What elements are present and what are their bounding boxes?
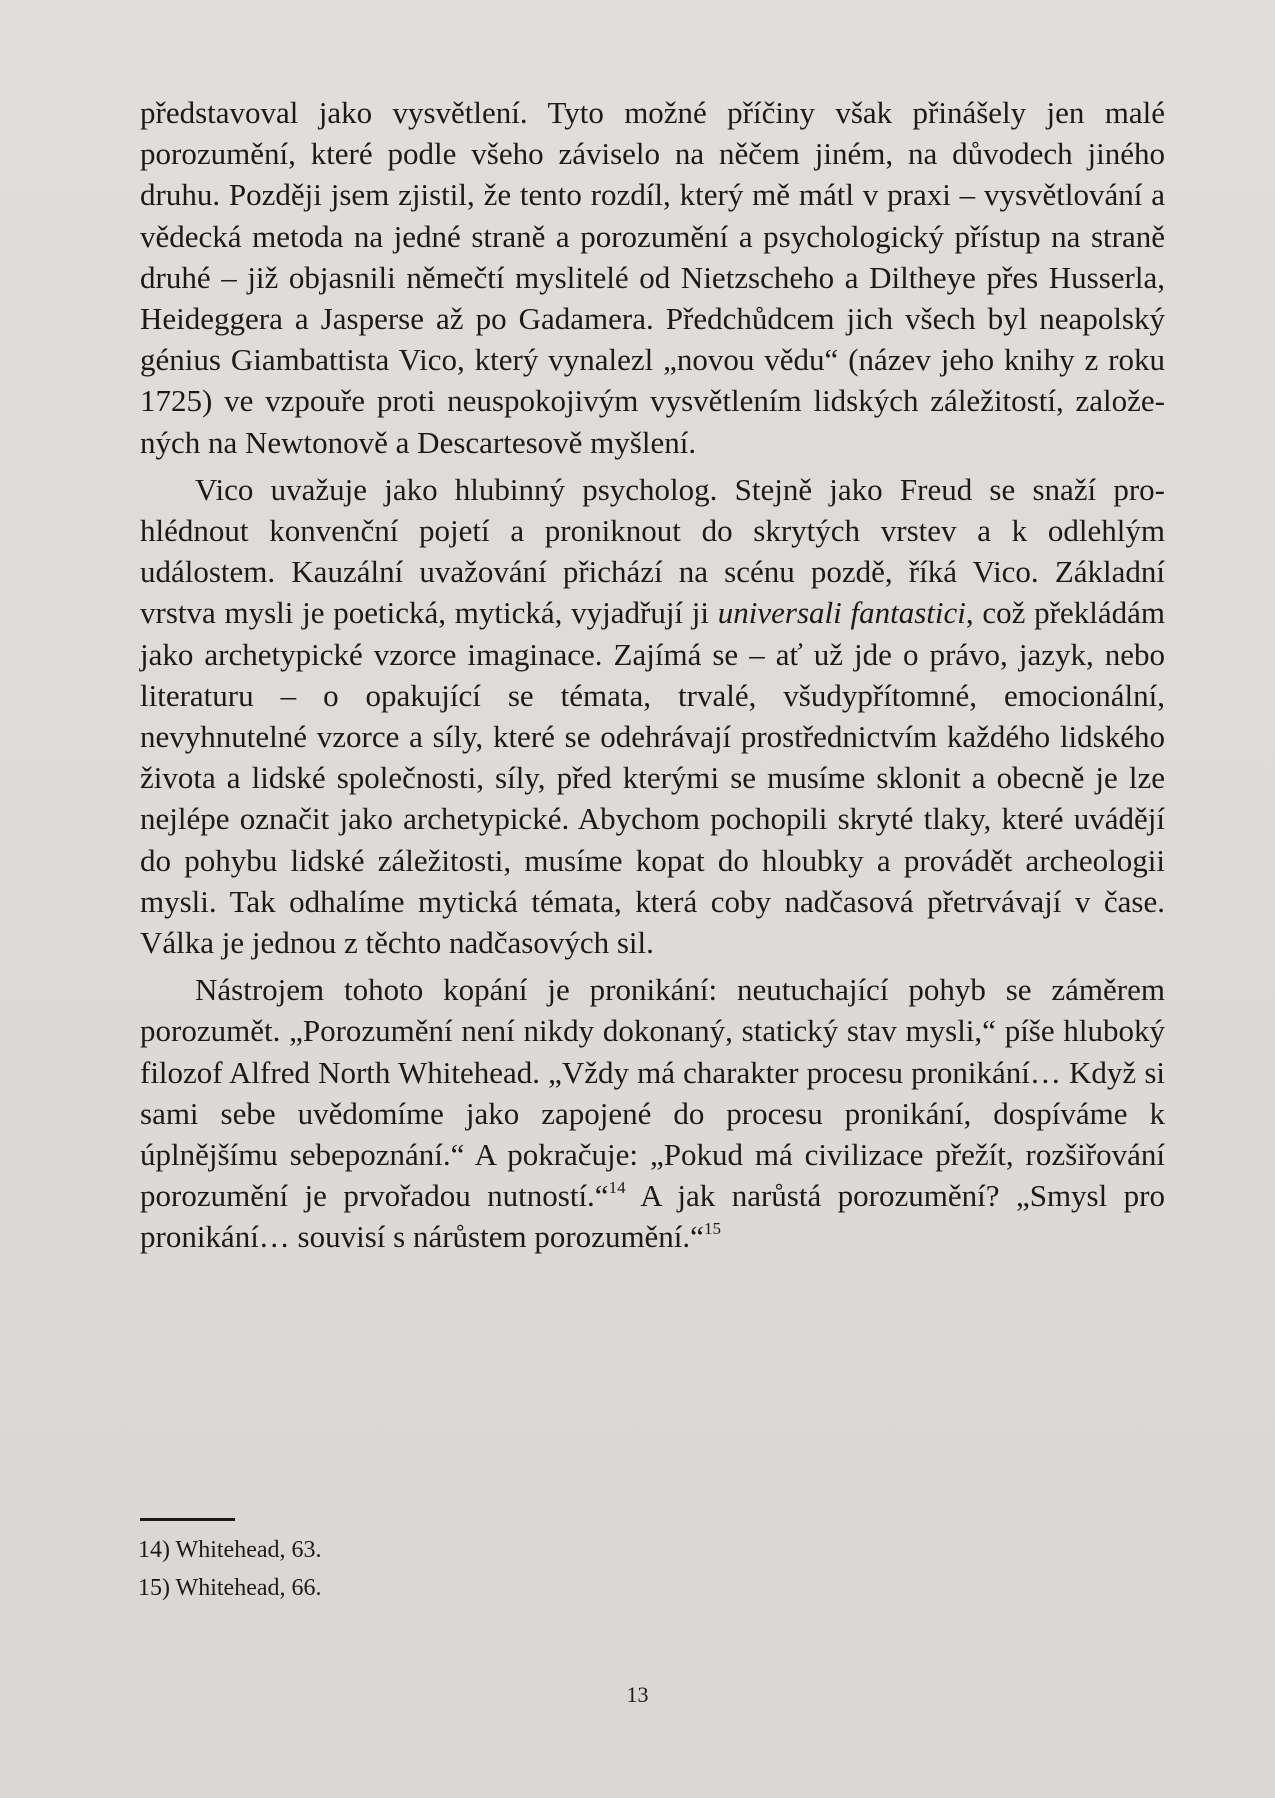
paragraph [140, 969, 1165, 1257]
text-run: představoval jako vysvětlení. Tyto možné příčiny však přinášely jen malé porozumění, které podle všeho záviselo na něčem jiném, na důvodech jiného druhu. Později jsem zjistil, že tento rozdíl, který mě mátl v praxi – vysvětlování a vědecká metoda na jedné straně a porozumění a psychologický přístup na straně druhé – již objasnili němečtí myslitelé od Nietzscheho a Diltheye přes Husserla, Heideggera a Jasperse až po Gadamera. Předchůdcem jich všech byl neapolský génius Giambattista Vico, který vynalezl „novou vědu“ (název jeho knihy z roku 1725) ve vzpouře proti neuspokojivým vysvětlením lidských záležitostí, založených na Newtonově a Descartesově myšlení. [140, 95, 1165, 460]
footnote-14: 14) Whitehead, 63. [138, 1537, 322, 1563]
footnote-separator [140, 1518, 235, 1521]
text-run: Vico uvažuje jako hlubinný psycholog. Stejně jako Freud se snaží prohlédnout konvenční pojetí a proniknout do skrytých vrstev a k odlehlým událostem. Kauzální uvažování přichází na scénu pozdě, říká Vico. Základní vrstva mysli je poetická, mytická, vyjadřují ji [140, 471, 1165, 631]
page-number: 13 [626, 1682, 649, 1707]
paragraph [140, 92, 1165, 463]
text-run: A jak narůstá porozumění? „Smysl pro pronikání… souvisí s nárůstem porozumění.“ [140, 1178, 1165, 1255]
footnotes [138, 1518, 738, 1607]
paragraph [140, 469, 1165, 963]
text-run: , což překládám jako archetypické vzorce imaginace. Zajímá se – ať už jde o právo, jazyk, nebo literaturu – o opakující se témata, trvalé, všudypřítomné, emocionální, nevyhnutelné vzorce a síly, které se odehrávají prostřednictvím každého lidského života a lidské společnosti, síly, před kterými se musíme sklonit a obecně je lze nejlépe označit jako archetypické. Abychom pochopili skryté tlaky, které uvádějí do pohybu lidské záležitosti, musíme kopat do hloubky a provádět archeologii mysli. Tak odhalíme mytická témata, která coby nadčasová přetrvávají v čase. Válka je jednou z těchto nadčasových sil. [140, 595, 1165, 961]
footnote-reference: 15 [703, 1219, 721, 1239]
italic-term: universali fantastici [717, 595, 966, 631]
body-text [140, 92, 1165, 1258]
text-run: Nástrojem tohoto kopání je pronikání: neutuchající pohyb se záměrem porozumět. „Porozumění není nikdy dokonaný, statický stav mysli,“ píše hluboký filozof Alfred North Whitehead. „Vždy má charakter procesu pronikání… Když si sami sebe uvědomíme jako zapojené do procesu pronikání, dospíváme k úplnějšímu sebepoznání.“ A pokračuje: „Pokud má civilizace přežít, rozšiřování porozumění je prvořadou nutností.“ [140, 972, 1165, 1214]
footnote-reference: 14 [608, 1178, 626, 1198]
footnote-15: 15) Whitehead, 66. [138, 1575, 322, 1601]
